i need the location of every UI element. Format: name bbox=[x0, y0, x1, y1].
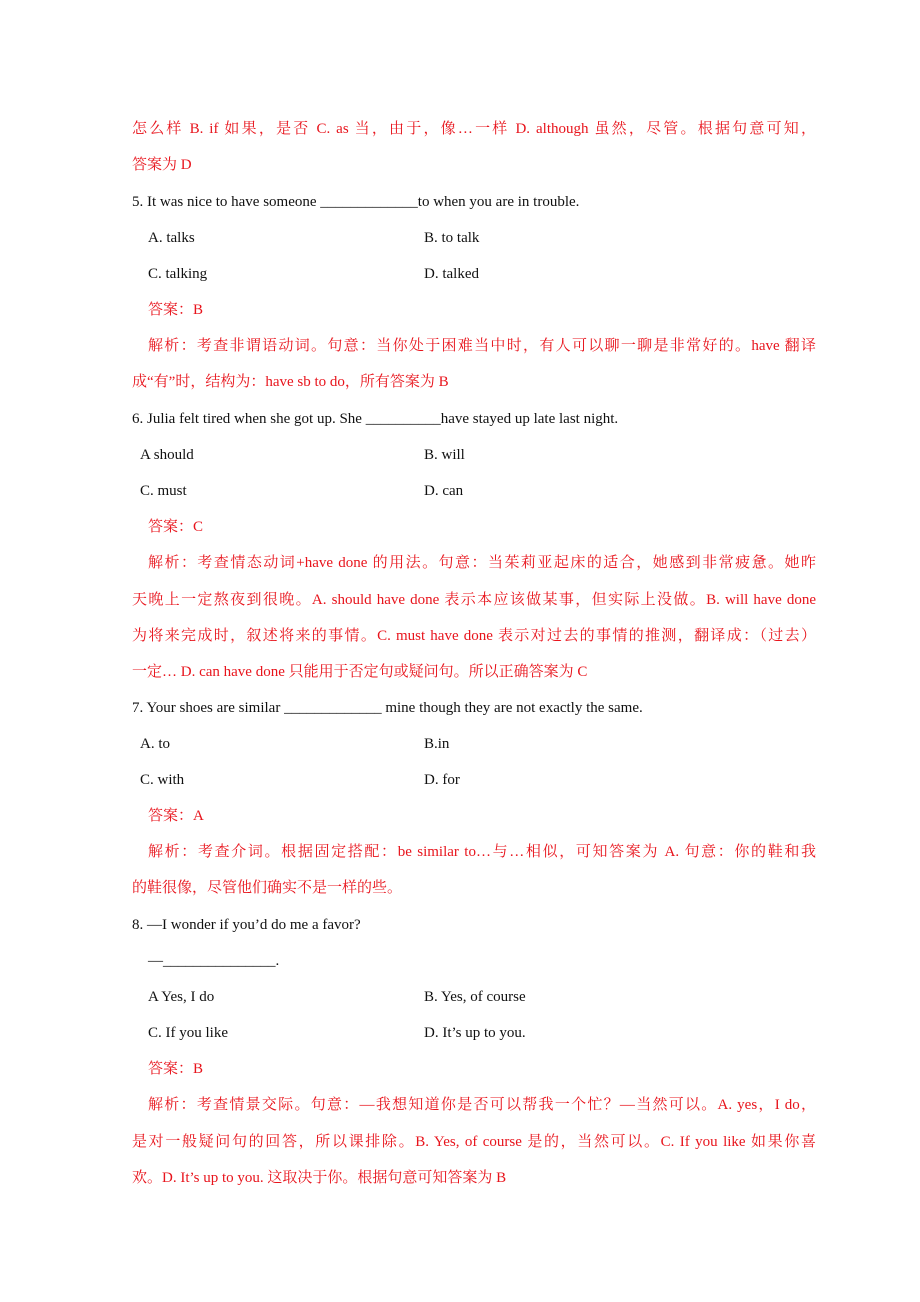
intro-line: 答案为 D bbox=[132, 157, 192, 173]
option: D. for bbox=[424, 772, 460, 788]
explanation-line: 一定… D. can have done 只能用于否定句或疑问句。所以正确答案为 C bbox=[132, 664, 588, 680]
option: B. to talk bbox=[424, 230, 480, 246]
explanation-line: 欢。D. It’s up to you. 这取决于你。根据句意可知答案为 B bbox=[132, 1170, 507, 1186]
explanation-line: 是对一般疑问句的回答，所以课排除。B. Yes, of course 是的，当然可以。C. If you like 如果你喜 bbox=[132, 1134, 816, 1150]
question-stem-reply: —_______________. bbox=[148, 953, 280, 969]
option: D. It’s up to you. bbox=[424, 1025, 526, 1041]
option: D. can bbox=[424, 483, 464, 499]
option: A. talks bbox=[148, 230, 195, 246]
explanation-line: 解析：考查情景交际。句意：—我想知道你是否可以帮我一个忙？—当然可以。A. yes，I do， bbox=[148, 1097, 816, 1113]
option: A Yes, I do bbox=[148, 989, 215, 1005]
question-stem: 7. Your shoes are similar _____________ mine though they are not exactly the same. bbox=[132, 700, 643, 716]
question-stem: 5. It was nice to have someone _____________to when you are in trouble. bbox=[132, 194, 580, 210]
option: C. with bbox=[140, 772, 185, 788]
option: B. will bbox=[424, 447, 465, 463]
explanation-line: 解析：考查介词。根据固定搭配：be similar to…与…相似，可知答案为 A. 句意：你的鞋和我 bbox=[148, 844, 816, 860]
explanation-line: 成“有”时，结构为：have sb to do，所有答案为 B bbox=[132, 374, 449, 390]
intro-line: 怎么样 B. if 如果，是否 C. as 当，由于，像…一样 D. although 虽然，尽管。根据句意可知， bbox=[132, 121, 816, 137]
question-stem: 6. Julia felt tired when she got up. She __________have stayed up late last night. bbox=[132, 411, 619, 427]
explanation-line: 解析：考查非谓语动词。句意：当你处于困难当中时，有人可以聊一聊是非常好的。have 翻译 bbox=[148, 338, 816, 354]
answer: 答案：C bbox=[148, 519, 204, 535]
option: C. talking bbox=[148, 266, 208, 282]
option: A should bbox=[140, 447, 194, 463]
option: D. talked bbox=[424, 266, 479, 282]
explanation-line: 为将来完成时，叙述将来的事情。C. must have done 表示对过去的事情的推测，翻译成：（过去） bbox=[132, 628, 816, 644]
question-stem: 8. —I wonder if you’d do me a favor? bbox=[132, 917, 361, 933]
option: C. If you like bbox=[148, 1025, 228, 1041]
option: C. must bbox=[140, 483, 187, 499]
answer: 答案：B bbox=[148, 302, 204, 318]
option: A. to bbox=[140, 736, 170, 752]
option: B. Yes, of course bbox=[424, 989, 526, 1005]
answer: 答案：A bbox=[148, 808, 204, 824]
option: B.in bbox=[424, 736, 450, 752]
explanation-line: 解析：考查情态动词+have done 的用法。句意：当茱莉亚起床的适合，她感到非常疲惫。她昨 bbox=[148, 555, 816, 571]
explanation-line: 天晚上一定熬夜到很晚。A. should have done 表示本应该做某事，但实际上没做。B. will have done bbox=[132, 592, 816, 608]
answer: 答案：B bbox=[148, 1061, 204, 1077]
explanation-line: 的鞋很像，尽管他们确实不是一样的些。 bbox=[132, 880, 403, 896]
